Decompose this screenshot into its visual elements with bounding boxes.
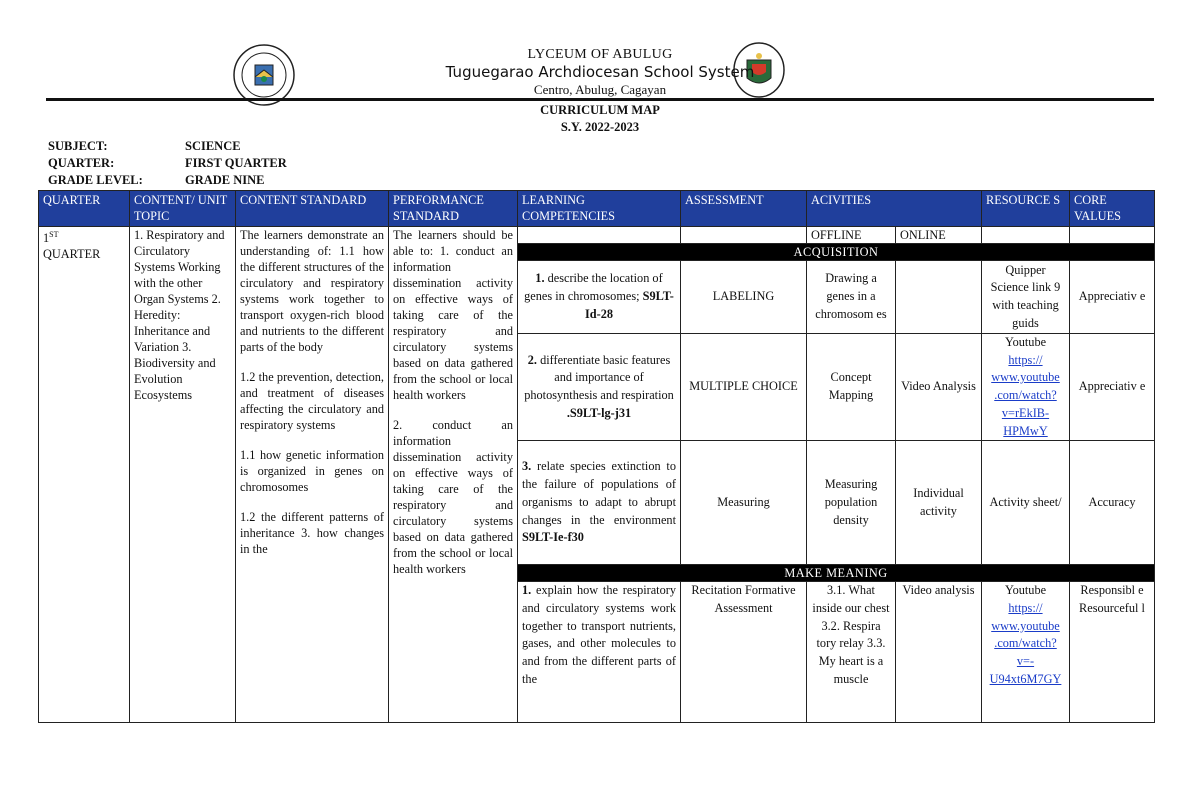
core-values-cell: Appreciativ e [1070, 334, 1155, 441]
offline-activity-cell: Concept Mapping [807, 334, 896, 441]
resources-cell: Youtube https:// www.youtube .com/watch? v=rEkIB-HPMwY [982, 334, 1070, 441]
school-year: S.Y. 2022-2023 [560, 120, 640, 134]
youtube-link[interactable]: https:// www.youtube .com/watch? v=rEkIB-HPMwY [991, 352, 1060, 438]
assessment-cell: Recitation Formative Assessment [681, 582, 807, 723]
assessment-cell: Measuring [681, 441, 807, 565]
competency-cell: 1. describe the location of genes in chromosomes; S9LT-Id-28 [518, 261, 681, 334]
online-label: ONLINE [896, 227, 982, 244]
quarter-value: FIRST QUARTER [185, 156, 287, 170]
col-assessment: ASSESSMENT [681, 191, 807, 227]
online-activity-cell: Video analysis [896, 582, 982, 723]
resources-cell: Quipper Science link 9 with teaching guids [982, 261, 1070, 334]
assessment-cell: LABELING [681, 261, 807, 334]
header-divider [46, 98, 1154, 101]
make-meaning-band: MAKE MEANING [39, 565, 1155, 582]
col-performance-standard: PERFORMANCE STANDARD [389, 191, 518, 227]
resources-cell: Activity sheet/ [982, 441, 1070, 565]
competency-cell: 3. relate species extinction to the failure of populations of organisms to adapt to abrupt changes in the environment S9LT-Ie-f30 [518, 441, 681, 565]
offline-label: OFFLINE [807, 227, 896, 244]
school-name: LYCEUM OF ABULUG [527, 47, 673, 62]
quarter-label: QUARTER: [48, 156, 115, 170]
document-header [0, 0, 1200, 140]
subject-line [48, 139, 241, 154]
curriculum-table [38, 190, 1155, 723]
online-activity-cell [896, 261, 982, 334]
offline-activity-cell: 3.1. What inside our chest 3.2. Respira tory relay 3.3. My heart is a muscle [807, 582, 896, 723]
quarter-line [48, 156, 287, 171]
school-address: Centro, Abulug, Cagayan [533, 82, 667, 97]
subject-label: SUBJECT: [48, 139, 108, 153]
document-title: CURRICULUM MAP [540, 103, 660, 117]
table-header-row [39, 191, 1155, 227]
content-standard-cell: The learners demonstrate an understanding of: 1.1 how the different structures of the circulatory and respiratory systems work together to transport oxygen-rich blood and nutrients to the different parts of the body 1.2 the prevention, detection, and treatment of diseases affecting the circulatory and respiratory systems 1.1 how genetic information is organized in genes on chromosomes 1.2 the different patterns of inheritance 3. how changes in the [236, 227, 389, 723]
competency-cell: 2. differentiate basic features and importance of photosynthesis and respiration .S9LT-lg-j31 [518, 334, 681, 441]
col-content: CONTENT/ UNIT TOPIC [130, 191, 236, 227]
lyceum-logo [233, 44, 295, 106]
col-quarter: QUARTER [39, 191, 130, 227]
col-core-values: CORE VALUES [1070, 191, 1155, 227]
table-subheader-row [39, 227, 1155, 244]
offline-activity-cell: Measuring population density [807, 441, 896, 565]
core-values-cell: Accuracy [1070, 441, 1155, 565]
col-activities: ACIVITIES [807, 191, 982, 227]
topics-cell: 1. Respiratory and Circulatory Systems Working with the other Organ Systems 2. Heredity: Inheritance and Variation 3. Biodiversity and Evolution Ecosystems [130, 227, 236, 723]
school-system: Tuguegarao Archdiocesan School System [445, 63, 755, 81]
grade-label: GRADE LEVEL: [48, 173, 143, 187]
quarter-cell: 1ST QUARTER [39, 227, 130, 723]
offline-activity-cell: Drawing a genes in a chromosom es [807, 261, 896, 334]
competency-cell: 1. explain how the respiratory and circulatory systems work together to transport nutrients, gases, and other molecules to and from the different parts of the [518, 582, 681, 723]
performance-standard-cell: The learners should be able to: 1. conduct an information dissemination activity on effective ways of taking care of the respiratory and circulatory systems based on data gathered from the school or local health workers 2. conduct an information dissemination activity on effective ways of taking care of the respiratory and circulatory systems based on data gathered from the school or local health workers [389, 227, 518, 723]
acquisition-band: ACQUISITION [39, 244, 1155, 261]
col-resources: RESOURCE S [982, 191, 1070, 227]
resources-cell: Youtube https:// www.youtube .com/watch? v=-U94xt6M7GY [982, 582, 1070, 723]
assessment-cell: MULTIPLE CHOICE [681, 334, 807, 441]
grade-value: GRADE NINE [185, 173, 265, 187]
online-activity-cell: Video Analysis [896, 334, 982, 441]
online-activity-cell: Individual activity [896, 441, 982, 565]
grade-line [48, 173, 265, 188]
col-content-standard: CONTENT STANDARD [236, 191, 389, 227]
col-competencies: LEARNING COMPETENCIES [518, 191, 681, 227]
core-values-cell: Appreciativ e [1070, 261, 1155, 334]
youtube-link[interactable]: https:// www.youtube .com/watch? v=-U94xt6M7GY [989, 600, 1062, 686]
core-values-cell: Responsibl e Resourceful l [1070, 582, 1155, 723]
subject-value: SCIENCE [185, 139, 241, 153]
